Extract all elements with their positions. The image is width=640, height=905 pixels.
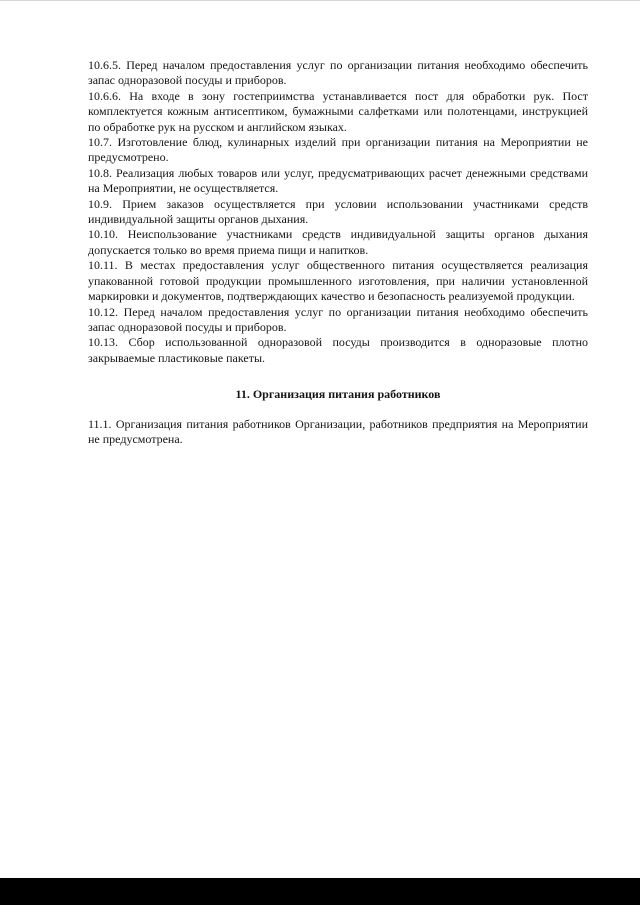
scan-bottom-border (0, 878, 640, 905)
section-heading: 11. Организация питания работников (235, 387, 441, 402)
paragraph-10-7: 10.7. Изготовление блюд, кулинарных изделий при организации питания на Мероприятии не предусмотрено. (88, 135, 588, 165)
paragraph-10-11: 10.11. В местах предоставления услуг общественного питания осуществляется реализация упакованной готовой продукции промышленного изготовления, при наличии установленной маркировки и документов, подтверждающих качество и безопасность реализуемой продукции. (88, 258, 588, 304)
paragraph-10-10: 10.10. Неиспользование участниками средств индивидуальной защиты органов дыхания допускается только во время приема пищи и напитков. (88, 227, 588, 257)
paragraph-10-13: 10.13. Сбор использованной одноразовой посуды производится в одноразовые плотно закрываемые пластиковые пакеты. (88, 335, 588, 365)
paragraph-10-8: 10.8. Реализация любых товаров или услуг, предусматривающих расчет денежными средствами на Мероприятии, не осуществляется. (88, 165, 588, 196)
document-body (88, 58, 588, 447)
paragraph-10-6-6: 10.6.6. На входе в зону гостеприимства устанавливается пост для обработки рук. Пост комплектуется кожным антисептиком, бумажными салфетками или полотенцами, инструкцией по обработке рук на русском и английском языках. (88, 88, 588, 134)
paragraph-10-6-5: 10.6.5. Перед началом предоставления услуг по организации питания необходимо обеспечить запас одноразовой посуды и приборов. (88, 58, 588, 88)
paragraph-11-1: 11.1. Организация питания работников Организации, работников предприятия на Мероприятии не предусмотрена. (88, 416, 588, 446)
paragraph-10-12: 10.12. Перед началом предоставления услуг по организации питания необходимо обеспечить запас одноразовой посуды и приборов. (88, 304, 588, 334)
scan-edge (0, 0, 640, 1)
paragraph-10-9: 10.9. Прием заказов осуществляется при условии использовании участниками средств индивидуальной защиты органов дыхания. (88, 196, 588, 227)
